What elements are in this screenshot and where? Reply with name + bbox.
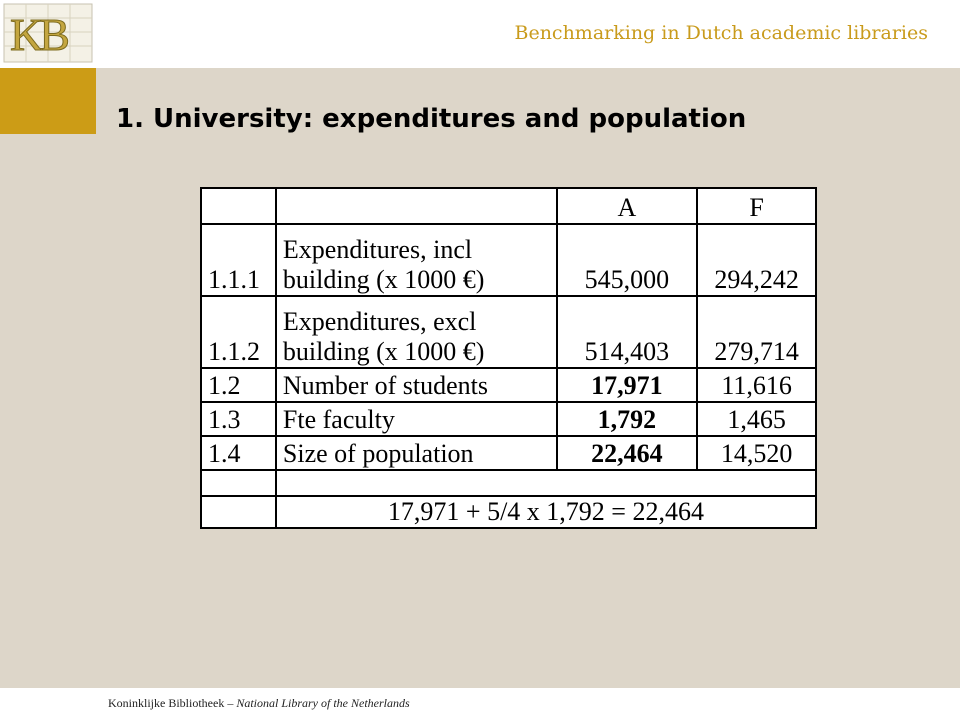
value-a: 22,464: [557, 436, 698, 470]
table-row: [201, 224, 816, 296]
row-id: 1.2: [201, 368, 276, 402]
accent-block: [0, 68, 96, 134]
row-id: 1.1.1: [201, 224, 276, 296]
value-a: 1,792: [557, 402, 698, 436]
value-a: 514,403: [557, 296, 698, 368]
value-f: 11,616: [697, 368, 816, 402]
row-label-line: building (x 1000 €): [282, 265, 485, 294]
row-label: Number of students: [276, 368, 557, 402]
table-row: [201, 368, 816, 402]
row-label: [276, 224, 557, 296]
value-a: 545,000: [557, 224, 698, 296]
table-row: [201, 296, 816, 368]
value-f: 279,714: [697, 296, 816, 368]
footer-subtitle: National Library of the Netherlands: [236, 696, 410, 710]
formula-text: 17,971 + 5/4 x 1,792 = 22,464: [276, 496, 816, 528]
header-cell-id: [201, 188, 276, 224]
slide-title: 1. University: expenditures and population: [116, 104, 747, 134]
value-f: 1,465: [697, 402, 816, 436]
kb-logo: [0, 0, 96, 66]
table-formula-row: [201, 496, 816, 528]
row-id: 1.4: [201, 436, 276, 470]
row-label: [276, 296, 557, 368]
footer-org: Koninklijke Bibliotheek: [108, 696, 225, 710]
table-header-row: [201, 188, 816, 224]
header-bar: [0, 0, 960, 68]
data-table: [200, 187, 817, 529]
svg-text:KB: KB: [10, 9, 66, 60]
row-label: Size of population: [276, 436, 557, 470]
row-label-line: building (x 1000 €): [282, 337, 485, 366]
presentation-title: Benchmarking in Dutch academic libraries: [514, 22, 928, 44]
header-cell-f: F: [697, 188, 816, 224]
header-cell-label: [276, 188, 557, 224]
value-f: 14,520: [697, 436, 816, 470]
table-row: [201, 436, 816, 470]
value-f: 294,242: [697, 224, 816, 296]
footer-text: [108, 696, 410, 711]
row-label-line: Expenditures, excl: [282, 307, 477, 336]
footer-bar: [0, 688, 960, 720]
value-a: 17,971: [557, 368, 698, 402]
row-label: Fte faculty: [276, 402, 557, 436]
row-id: 1.3: [201, 402, 276, 436]
header-cell-a: A: [557, 188, 698, 224]
footer-separator: –: [224, 696, 237, 710]
row-label-line: Expenditures, incl: [282, 235, 473, 264]
row-id: 1.1.2: [201, 296, 276, 368]
table-empty-row: [201, 470, 816, 496]
table-row: [201, 402, 816, 436]
